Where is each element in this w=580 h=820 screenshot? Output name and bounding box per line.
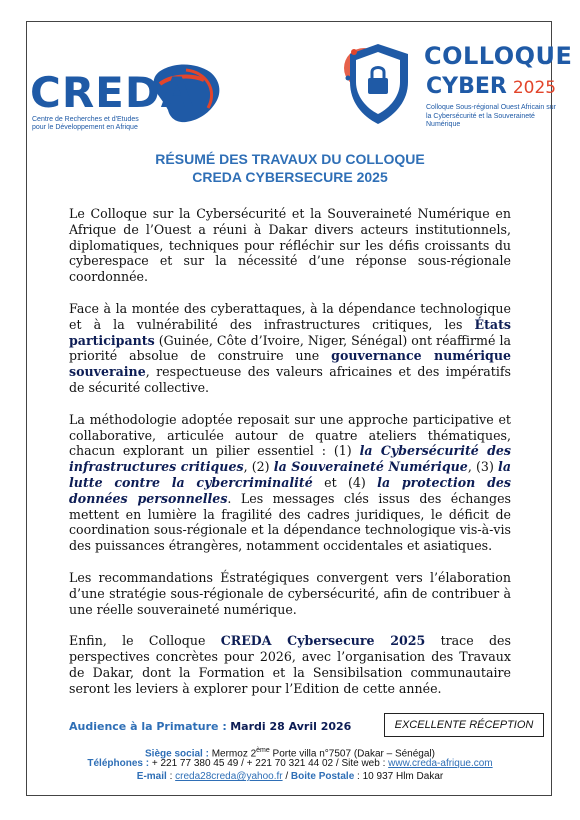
- title-line1: RÉSUMÉ DES TRAVAUX DU COLLOQUE: [155, 151, 425, 167]
- phone-line: [0, 757, 580, 770]
- email-line: [0, 770, 580, 783]
- emphasis-text: la protection des données personnelles: [69, 474, 511, 506]
- creda-subtitle: [32, 116, 139, 132]
- colloque-wordmark: COLLOQUE: [424, 42, 573, 70]
- creda-logo: [30, 62, 220, 132]
- siege-value-end: Porte villa n°7507 (Dakar – Sénégal): [269, 748, 435, 760]
- emphasis-text: États participants: [69, 316, 511, 348]
- text-segment: (Guinée, Côte d’Ivoire, Niger, Sénégal) ont réaffirmé la priorité absolue de construire une: [69, 332, 511, 364]
- text-segment: trace des perspectives concrètes pour 2026, avec l’organisation des Travaux de Dakar, dont la Formation et la Sensibilsation communautaire seront les leviers à explorer pour l’Edition de cette année.: [69, 633, 511, 696]
- po-box-value: : 10 937 Hlm Dakar: [354, 771, 444, 782]
- separator: :: [166, 771, 176, 782]
- text-segment: , (3): [467, 459, 499, 475]
- emphasis-text: la Cybersécurité des infrastructures critiques: [69, 443, 511, 475]
- shield-lock-icon: [342, 38, 414, 126]
- paragraph-recommendations: Les recommandations Éstratégiques convergent vers l’élaboration d’une stratégie sous-régionale de cybersécurité, afin de contribuer à une réelle souveraineté numérique.: [69, 569, 511, 617]
- emphasis-text: la Souveraineté Numérique: [273, 459, 468, 475]
- paragraph-states: [69, 301, 511, 396]
- siege-label: Siège social :: [145, 748, 209, 760]
- paragraph-perspectives: [69, 633, 511, 696]
- colloque-subtitle: Colloque Sous-régional Ouest Africain sur la Cybersécurité et la Souveraineté Numérique: [426, 104, 556, 128]
- reception-badge: EXCELLENTE RÉCEPTION: [384, 713, 544, 737]
- creda-subtitle-line2: pour le Développement en Afrique: [32, 124, 138, 131]
- website-link[interactable]: www.creda-afrique.com: [388, 758, 493, 769]
- title-line2: CREDA CYBERSECURE 2025: [192, 169, 388, 185]
- phone-label: Téléphones :: [87, 758, 150, 769]
- text-segment: , (2): [243, 459, 274, 475]
- audience-line: [69, 720, 351, 733]
- creda-wordmark: CREDA: [30, 68, 195, 117]
- text-segment: , respectueuse des valeurs africaines et des impératifs de sécurité collective.: [69, 364, 511, 395]
- audience-label: Audience à la Primature :: [69, 720, 227, 733]
- emphasis-text: CREDA Cybersecure 2025: [220, 633, 426, 649]
- text-segment: et (4): [312, 474, 378, 490]
- colloque-cyber-logo: [342, 38, 573, 138]
- phone-value: + 221 77 380 45 49 / + 221 70 321 44 02 / Site web :: [149, 758, 389, 769]
- document-body: [69, 206, 511, 713]
- creda-subtitle-line1: Centre de Recherches et d'Etudes: [32, 116, 139, 123]
- separator: /: [282, 771, 291, 782]
- paragraph-intro: Le Colloque sur la Cybersécurité et la Souveraineté Numérique en Afrique de l’Ouest a réuni à Dakar divers acteurs institutionnels, diplomatiques, techniques pour réfléchir sur les défis croissants du cyberespace et sur la nécessité d’une réponse sous-régionale coordonnée.: [69, 206, 511, 285]
- text-segment: . Les messages clés issus des échanges mettent en lumière la fragilité des cadres juridiques, le déficit de coordination sous-régionale et la dépendance technologique vis-à-vis des puissances étrangères, notamment occidentales et asiatiques.: [69, 490, 511, 554]
- siege-value: Mermoz 2: [208, 748, 257, 760]
- email-label: E-mail: [136, 771, 167, 782]
- emphasis-text: gouvernance numérique souveraine: [69, 348, 511, 380]
- document-title: [0, 150, 580, 186]
- emphasis-text: la lutte contre la cybercriminalité: [69, 459, 511, 490]
- text-segment: La méthodologie adoptée reposait sur une approche participative et collaborative, articulée autour de quatre ateliers thématiques, chacun explorant un pilier essentiel : (1): [69, 411, 511, 459]
- email-link[interactable]: creda28creda@yahoo.fr: [175, 771, 283, 782]
- text-segment: Face à la montée des cyberattaques, à la dépendance technologique et à la vulnérabilité des infrastructures critiques, les: [69, 300, 511, 332]
- text-segment: Enfin, le Colloque: [69, 633, 221, 649]
- siege-superscript: ème: [256, 747, 270, 754]
- year-wordmark: 2025: [512, 78, 557, 98]
- audience-date: Mardi 28 Avril 2026: [230, 720, 352, 733]
- po-box-label: Boite Postale: [290, 771, 355, 782]
- cyber-wordmark: CYBER: [426, 74, 507, 99]
- cyber-year-row: [426, 74, 556, 99]
- paragraph-methodology: [69, 412, 511, 554]
